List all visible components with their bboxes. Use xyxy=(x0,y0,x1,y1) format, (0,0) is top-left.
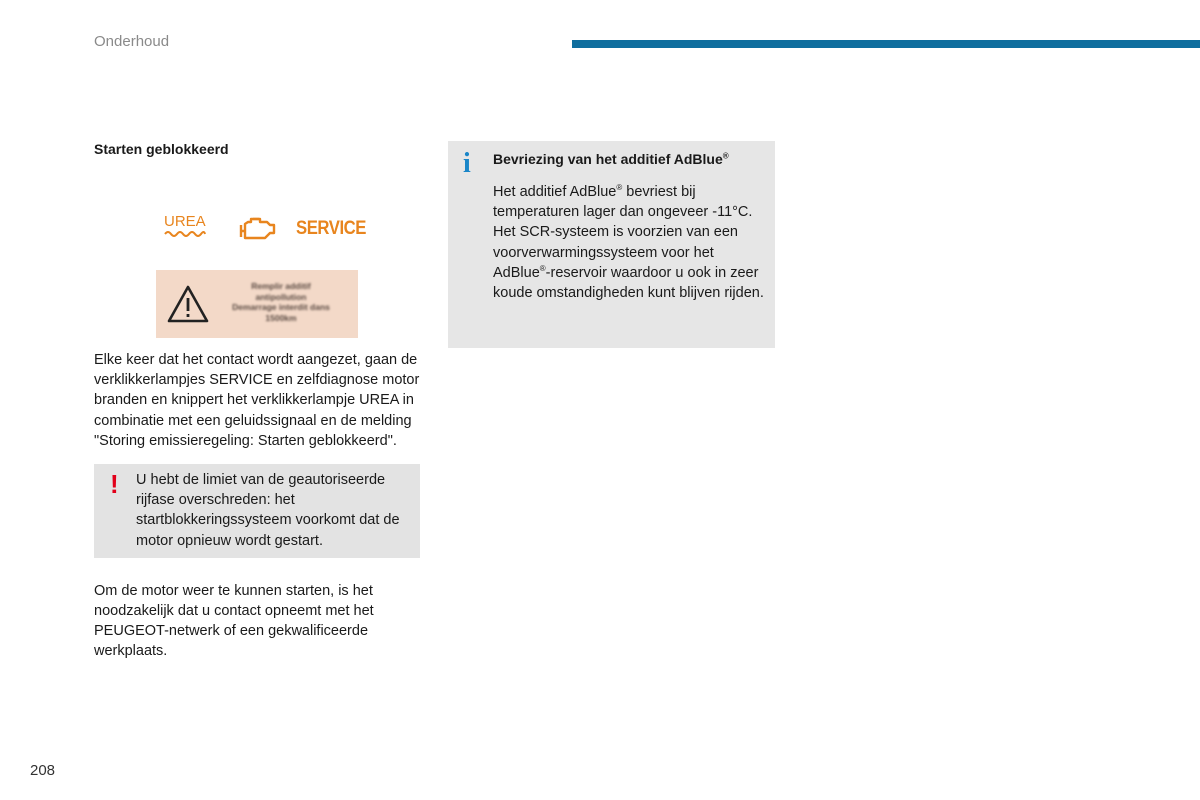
service-lamp: SERVICE xyxy=(296,218,367,239)
info-text xyxy=(493,182,773,303)
message-line: Remplir additif xyxy=(251,281,311,291)
paragraph-ignition: Elke keer dat het contact wordt aangezet, gaan de verklikkerlampjes SERVICE en zelfdiagnose motor branden en knippert het verklikkerlampje UREA in combinatie met een geluidssignaal en de melding "Storing emissieregeling: Starten geblokkeerd". xyxy=(94,352,420,449)
warning-triangle-icon xyxy=(166,284,210,324)
message-line: antipollution xyxy=(255,291,307,302)
urea-lamp xyxy=(164,214,206,242)
urea-label: UREA xyxy=(164,213,206,230)
engine-check-icon xyxy=(238,214,278,244)
warning-box xyxy=(94,464,420,558)
page-number: 208 xyxy=(30,762,56,779)
registered-mark: ® xyxy=(616,183,623,193)
registered-mark: ® xyxy=(722,151,729,161)
info-text-part: bevriest bij temperaturen lager dan ongeveer -11°C. Het SCR-systeem is voorzien van een voorverwarmingssysteem voor het AdBlue xyxy=(493,184,753,281)
registered-mark: ® xyxy=(539,263,546,273)
info-text-part: -reservoir waardoor u ook in zeer koude omstandigheden kunt blijven rijden. xyxy=(493,264,764,302)
warning-text: U hebt de limiet van de geautoriseerde rijfase overschreden: het startblokkeringssysteem voorkomt dat de motor opnieuw wordt gestart. xyxy=(136,472,400,549)
info-heading-text: Bevriezing van het additief AdBlue xyxy=(493,151,723,167)
left-column xyxy=(94,140,424,662)
info-icon: i xyxy=(463,148,471,179)
paragraph-restart: Om de motor weer te kunnen starten, is het noodzakelijk dat u contact opneemt met het PEUGEOT-netwerk of een gekwalificeerde werkplaats. xyxy=(94,582,374,660)
warning-lamps xyxy=(94,158,424,258)
dashboard-message-text xyxy=(220,281,342,323)
exclamation-icon: ! xyxy=(110,469,119,500)
info-box xyxy=(448,141,775,348)
message-line: 1500km xyxy=(265,312,297,323)
message-line: Demarrage interdit dans xyxy=(232,302,330,312)
info-text-part: Het additief AdBlue xyxy=(493,184,617,200)
section-label: Onderhoud xyxy=(94,33,170,50)
dashboard-message-panel xyxy=(156,270,358,338)
urea-wave-icon xyxy=(164,230,206,238)
info-heading xyxy=(493,150,729,168)
header-rule xyxy=(572,40,1200,48)
section-heading: Starten geblokkeerd xyxy=(94,141,229,157)
